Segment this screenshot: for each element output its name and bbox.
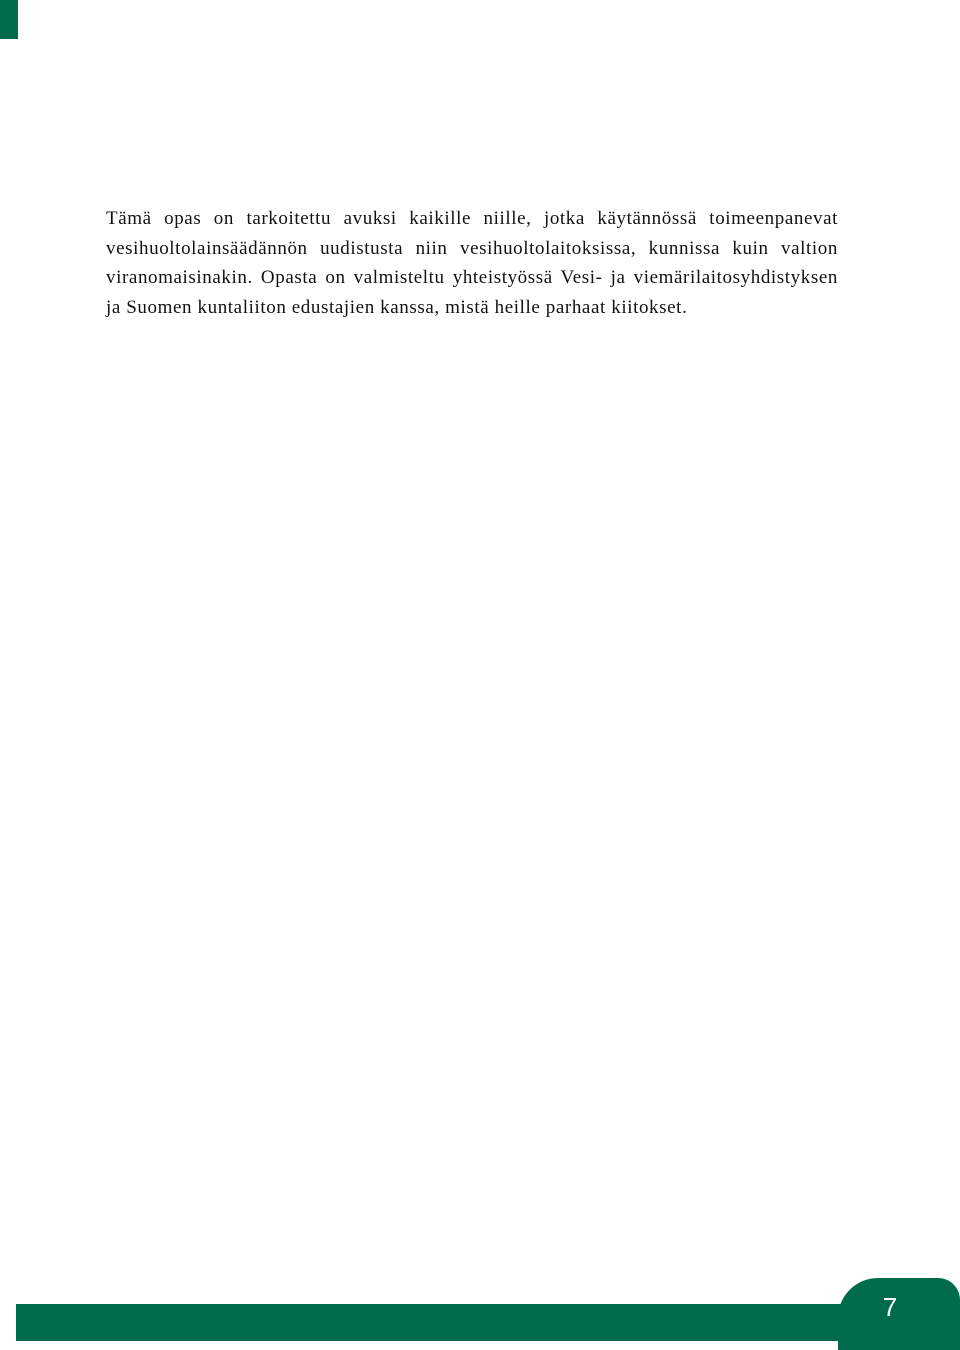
footer-bar (16, 1304, 960, 1341)
corner-marker (0, 0, 18, 39)
page-number: 7 (882, 1292, 898, 1322)
body-paragraph: Tämä opas on tarkoitettu avuksi kaikille niille, jotka käytännössä toimeenpanevat vesihuoltolainsäädännön uudistusta niin vesihuoltolaitoksissa, kunnissa kuin valtion viranomaisinakin. Opasta on valmisteltu yhteistyössä Vesi- ja viemärilaitosyhdistyksen ja Suomen kuntaliiton edustajien kanssa, mistä heille parhaat kiitokset. (106, 208, 838, 318)
